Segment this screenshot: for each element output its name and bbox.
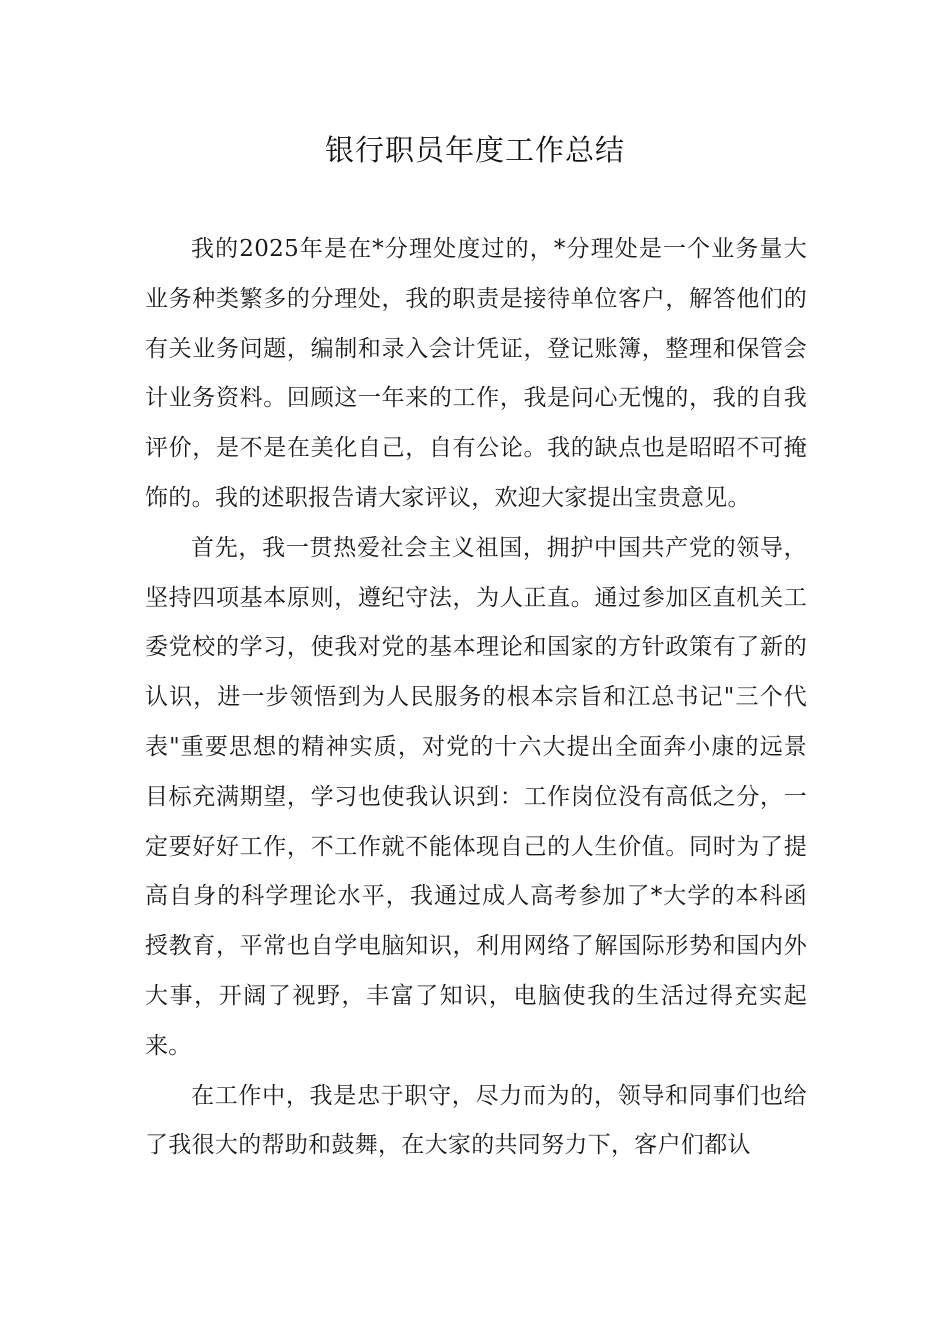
document-title: 银行职员年度工作总结 <box>324 133 625 167</box>
paragraph-2: 首先，我一贯热爱社会主义祖国，拥护中国共产党的领导，坚持四项基本原则，遵纪守法，为人正直。通过参加区直机关工委党校的学习，使我对党的基本理论和国家的方针政策有了新的认识，进一步领悟到为人民服务的根本宗旨和江总书记"三个代表"重要思想的精神实质，对党的十六大提出全面奔小康的远景目标充满期望，学习也使我认识到：工作岗位没有高低之分，一定要好好工作，不工作就不能体现自己的人生价值。同时为了提高自身的科学理论水平，我通过成人高考参加了*大学的本科函授教育，平常也自学电脑知识，利用网络了解国际形势和国内外大事，开阔了视野，丰富了知识，电脑使我的生活过得充实起来。 <box>145 534 807 1059</box>
paragraph-3: 在工作中，我是忠于职守，尽力而为的，领导和同事们也给了我很大的帮助和鼓舞，在大家的共同努力下，客户们都认 <box>145 1082 807 1159</box>
document-body <box>145 225 807 1171</box>
paragraph-1: 我的2025年是在*分理处度过的，*分理处是一个业务量大业务种类繁多的分理处，我的职责是接待单位客户，解答他们的有关业务问题，编制和录入会计凭证，登记账簿，整理和保管会计业务资料。回顾这一年来的工作，我是问心无愧的，我的自我评价，是不是在美化自己，自有公论。我的缺点也是昭昭不可掩饰的。我的述职报告请大家评议，欢迎大家提出宝贵意见。 <box>145 236 807 511</box>
